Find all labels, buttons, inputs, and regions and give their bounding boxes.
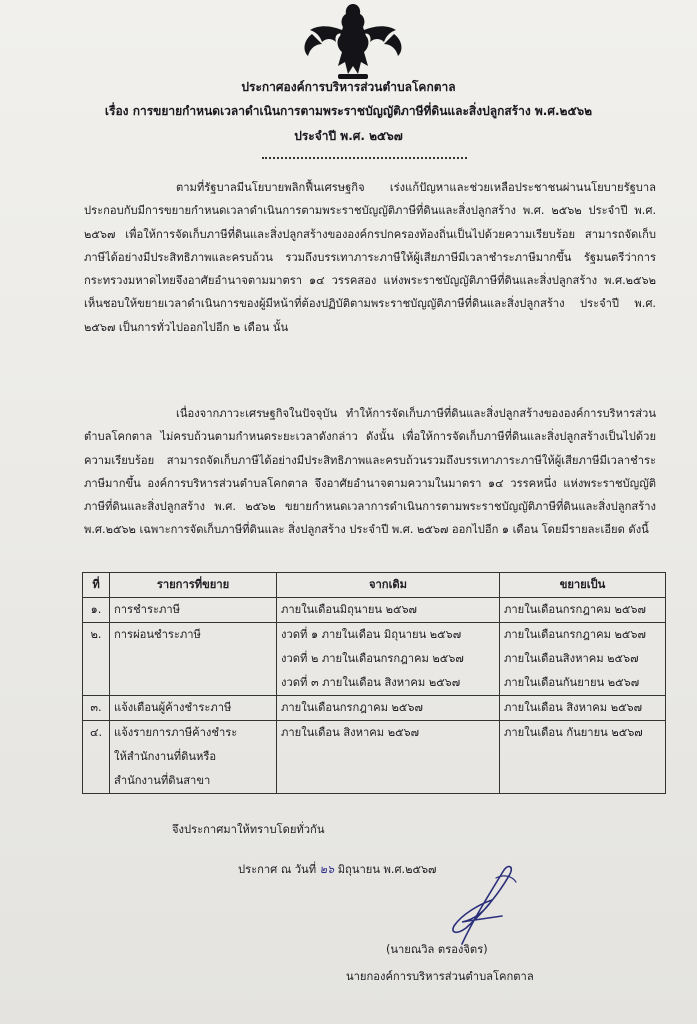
row-extended-line: ภายในเดือนกรกฎาคม ๒๕๖๗	[504, 628, 646, 641]
row-item-line: แจ้งรายการภาษีค้างชำระ	[114, 726, 238, 739]
row-extended-line: ภายในเดือนกรกฎาคม ๒๕๖๗	[504, 603, 646, 616]
row-extended	[500, 598, 666, 623]
fiscal-year-heading: ประจำปี พ.ศ. ๒๕๖๗	[294, 129, 403, 143]
handwritten-signature	[400, 860, 530, 950]
row-extended-line: ภายในเดือนสิงหาคม ๒๕๖๗	[504, 652, 639, 665]
signer-name: (นายณวิล ตรองจิตร)	[386, 943, 488, 956]
row-original-line: ภายในเดือน สิงหาคม ๒๕๖๗	[281, 726, 420, 739]
garuda-emblem-icon	[298, 0, 408, 82]
announcement-date-prefix: ประกาศ ณ วันที่	[238, 863, 317, 876]
row-item	[110, 696, 277, 721]
row-extended-line: ภายในเดือนกันยายน ๒๕๖๗	[504, 676, 640, 689]
row-original-line: ภายในเดือนกรกฎาคม ๒๕๖๗	[281, 701, 423, 714]
table-header-row	[83, 573, 666, 598]
row-original	[277, 721, 500, 794]
row-item	[110, 721, 277, 794]
row-number: ๓.	[83, 696, 110, 721]
row-original	[277, 623, 500, 696]
row-extended	[500, 623, 666, 696]
agency-heading: ประกาศองค์การบริหารส่วนตำบลโคกตาล	[241, 80, 456, 94]
header-original: จากเดิม	[277, 573, 500, 598]
row-original-line: งวดที่ ๓ ภายในเดือน สิงหาคม ๒๕๖๗	[281, 676, 461, 689]
row-number: ๑.	[83, 598, 110, 623]
table-row	[83, 598, 666, 623]
row-extended	[500, 721, 666, 794]
header-no: ที่	[83, 573, 110, 598]
row-item-line: สำนักงานที่ดินสาขา	[114, 774, 211, 787]
table-row	[83, 623, 666, 696]
row-original	[277, 598, 500, 623]
header-extended: ขยายเป็น	[500, 573, 666, 598]
signer-title: นายกองค์การบริหารส่วนตำบลโคกตาล	[346, 970, 534, 983]
row-item-line: การผ่อนชำระภาษี	[114, 628, 201, 641]
row-item	[110, 623, 277, 696]
row-original-line: งวดที่ ๒ ภายในเดือนกรกฎาคม ๒๕๖๗	[281, 652, 464, 665]
row-original-line: งวดที่ ๑ ภายในเดือน มิถุนายน ๒๕๖๗	[281, 628, 462, 641]
row-number: ๒.	[83, 623, 110, 696]
row-original-line: ภายในเดือนมิถุนายน ๒๕๖๗	[281, 603, 417, 616]
row-item	[110, 598, 277, 623]
announcement-date-suffix: มิถุนายน พ.ศ.๒๕๖๗	[337, 863, 437, 876]
table-row	[83, 696, 666, 721]
row-extended	[500, 696, 666, 721]
row-extended-line: ภายในเดือน กันยายน ๒๕๖๗	[504, 726, 643, 739]
subject-heading: เรื่อง การขยายกำหนดเวลาดำเนินการตามพระราชบัญญัติภาษีที่ดินและสิ่งปลูกสร้าง พ.ศ.๒๕๖๒	[104, 104, 593, 118]
header-item: รายการที่ขยาย	[110, 573, 277, 598]
announcement-day: ๒๖	[319, 863, 335, 876]
row-number: ๔.	[83, 721, 110, 794]
dotted-divider	[262, 157, 467, 159]
row-item-line: แจ้งเตือนผู้ค้างชำระภาษี	[114, 701, 232, 714]
extension-schedule-table	[82, 572, 666, 794]
paragraph-background: ตามที่รัฐบาลมีนโยบายพลิกฟื้นเศรษฐกิจ เร่งแก้ปัญหาและช่วยเหลือประชาชนผ่านนโยบายรัฐบาล ประกอบกับมีการขยายกำหนดเวลาดำเนินการตามพระราชบัญญัติภาษีที่ดินและสิ่งปลูกสร้าง พ.ศ. ๒๕๖๒ ประจำปี พ.ศ. ๒๕๖๗ เพื่อให้การจัดเก็บภาษีที่ดินและสิ่งปลูกสร้างขององค์กรปกครองท้องถิ่นเป็นไปด้วยความเรียบร้อย สามารถจัดเก็บภาษีได้อย่างมีประสิทธิภาพและครบถ้วน รวมถึงบรรเทาภาระภาษีให้ผู้เสียภาษีมีเวลาชำระภาษีมากขึ้น รัฐมนตรีว่าการกระทรวงมหาดไทยจึงอาศัยอำนาจตามมาตรา ๑๔ วรรคสอง แห่งพระราชบัญญัติภาษีที่ดินและสิ่งปลูกสร้าง พ.ศ.๒๕๖๒ เห็นชอบให้ขยายเวลาดำเนินการของผู้มีหน้าที่ต้องปฏิบัติตามพระราชบัญญัติภาษีที่ดินและสิ่งปลูกสร้าง ประจำปี พ.ศ. ๒๕๖๗ เป็นการทั่วไปออกไปอีก ๒ เดือน นั้น	[84, 181, 656, 334]
closing-statement: จึงประกาศมาให้ทราบโดยทั่วกัน	[172, 823, 325, 836]
paragraph-extension: เนื่องจากภาวะเศรษฐกิจในปัจจุบัน ทำให้การจัดเก็บภาษีที่ดินและสิ่งปลูกสร้างขององค์การบริหารส่วนตำบลโคกตาล ไม่ครบถ้วนตามกำหนดระยะเวลาดังกล่าว ดังนั้น เพื่อให้การจัดเก็บภาษีที่ดินและสิ่งปลูกสร้างเป็นไปด้วยความเรียบร้อย สามารถจัดเก็บภาษีได้อย่างมีประสิทธิภาพและครบถ้วนรวมถึงบรรเทาภาระภาษีให้ผู้เสียภาษีมีเวลาชำระภาษีมากขึ้น องค์การบริหารส่วนตำบลโคกตาล จึงอาศัยอำนาจตามความในมาตรา ๑๔ วรรคหนึ่ง แห่งพระราชบัญญัติภาษีที่ดินและสิ่งปลูกสร้าง พ.ศ. ๒๕๖๒ ขยายกำหนดเวลาการดำเนินการตามพระราชบัญญัติภาษีที่ดินและสิ่งปลูกสร้าง พ.ศ.๒๕๖๒ เฉพาะการจัดเก็บภาษีที่ดินและ สิ่งปลูกสร้าง ประจำปี พ.ศ. ๒๕๖๗ ออกไปอีก ๑ เดือน โดยมีรายละเอียด ดังนี้	[84, 407, 656, 537]
row-item-line: การชำระภาษี	[114, 603, 180, 616]
row-item-line: ให้สำนักงานที่ดินหรือ	[114, 750, 217, 763]
row-extended-line: ภายในเดือน สิงหาคม ๒๕๖๗	[504, 701, 643, 714]
row-original	[277, 696, 500, 721]
table-row	[83, 721, 666, 794]
